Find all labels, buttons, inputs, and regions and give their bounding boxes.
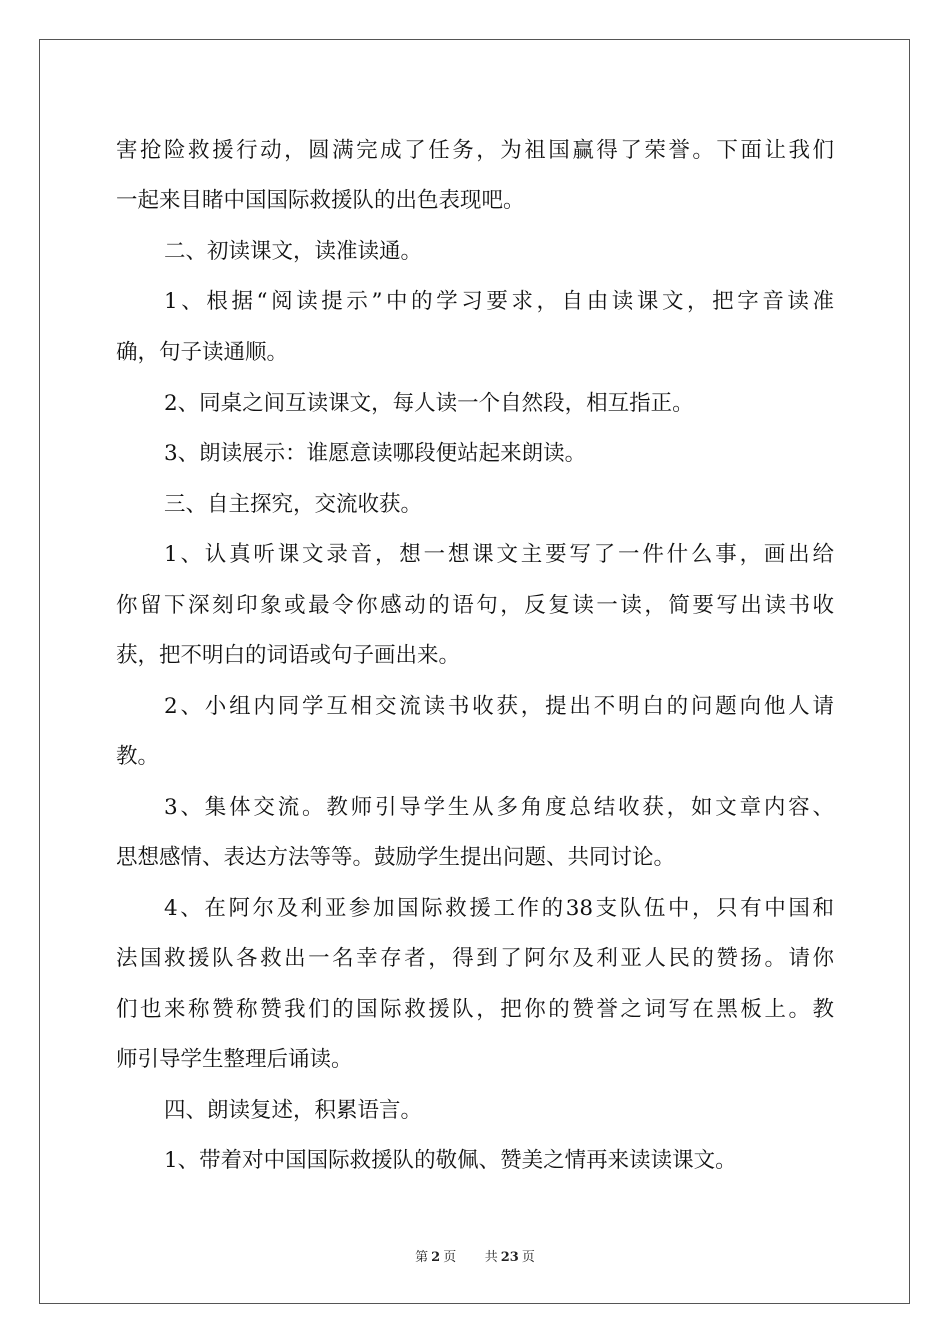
text-line: 获，把不明白的词语或句子画出来。 xyxy=(116,643,461,668)
text-line: 们也来称赞称赞我们的国际救援队，把你的赞誉之词写在黑板上。教 xyxy=(116,997,834,1022)
section-heading: 四、朗读复述，积累语言。 xyxy=(164,1098,423,1123)
text-line: 害抢险救援行动，圆满完成了任务，为祖国赢得了荣誉。下面让我们 xyxy=(116,138,834,163)
text-line: 师引导学生整理后诵读。 xyxy=(116,1047,353,1072)
section-heading: 三、自主探究，交流收获。 xyxy=(164,492,423,517)
text-line: 教。 xyxy=(116,744,160,769)
page-number: 2 xyxy=(431,1250,441,1265)
text-line: 你留下深刻印象或最令你感动的语句，反复读一读，简要写出读书收 xyxy=(116,593,834,618)
text-line: 3、朗读展示：谁愿意读哪段便站起来朗读。 xyxy=(164,441,587,466)
text-line: 思想感情、表达方法等等。鼓励学生提出问题、共同讨论。 xyxy=(116,845,676,870)
text-line: 确，句子读通顺。 xyxy=(116,340,289,365)
text-line: 一起来目睹中国国际救援队的出色表现吧。 xyxy=(116,188,525,213)
total-pages: 23 xyxy=(500,1250,519,1265)
text-line: 1、根据“阅读提示”中的学习要求，自由读课文，把字音读准 xyxy=(164,289,834,314)
page-prefix: 第 xyxy=(415,1250,429,1265)
text-line: 1、认真听课文录音，想一想课文主要写了一件什么事，画出给 xyxy=(164,542,834,567)
page-indicator xyxy=(412,1250,459,1265)
text-line: 2、小组内同学互相交流读书收获，提出不明白的问题向他人请 xyxy=(164,694,834,719)
section-heading: 二、初读课文，读准读通。 xyxy=(164,239,423,264)
text-line: 3、集体交流。教师引导学生从多角度总结收获，如文章内容、 xyxy=(164,795,834,820)
page-footer xyxy=(0,1246,950,1265)
page-suffix: 页 xyxy=(443,1250,457,1265)
total-pages-indicator xyxy=(482,1250,538,1265)
total-prefix: 共 xyxy=(484,1250,498,1265)
text-line: 2、同桌之间互读课文，每人读一个自然段，相互指正。 xyxy=(164,391,694,416)
total-suffix: 页 xyxy=(521,1250,535,1265)
text-line: 4、在阿尔及利亚参加国际救援工作的38支队伍中，只有中国和 xyxy=(164,896,834,921)
text-line: 1、带着对中国国际救援队的敬佩、赞美之情再来读读课文。 xyxy=(164,1148,737,1173)
text-line: 法国救援队各救出一名幸存者，得到了阿尔及利亚人民的赞扬。请你 xyxy=(116,946,834,971)
